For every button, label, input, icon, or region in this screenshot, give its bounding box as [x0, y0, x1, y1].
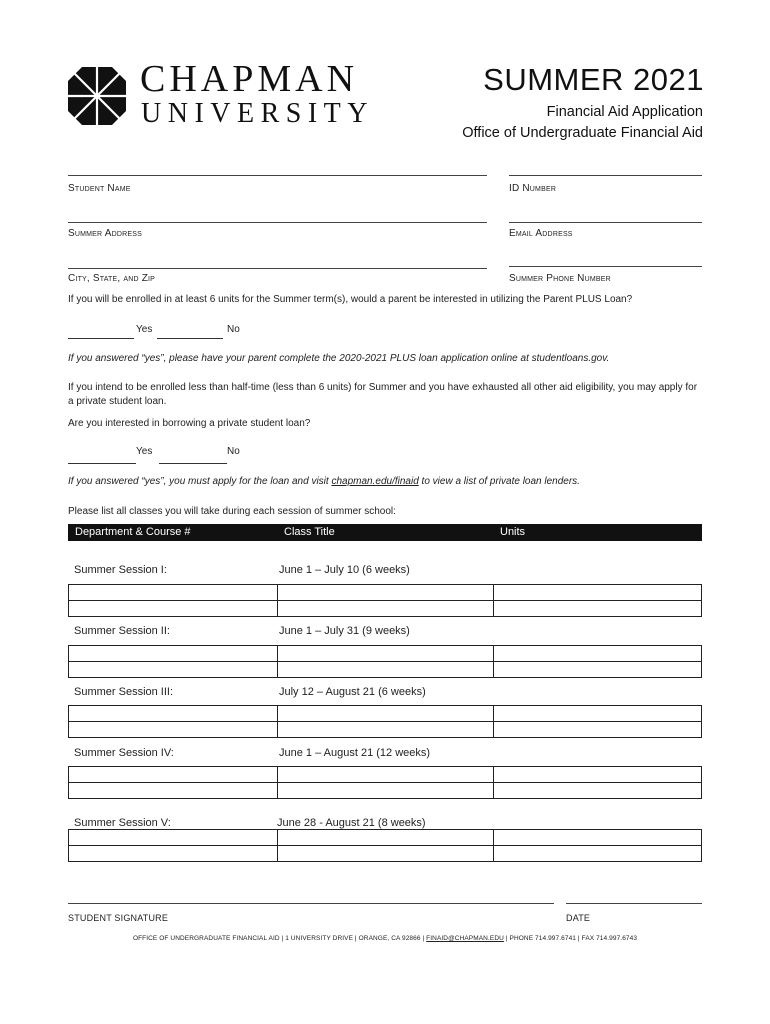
- classes-intro: Please list all classes you will take during each session of summer school:: [68, 506, 396, 517]
- course-cell[interactable]: [69, 767, 278, 783]
- footer-email-link[interactable]: FINAID@CHAPMAN.EDU: [426, 935, 504, 942]
- page-title: SUMMER 2021: [483, 62, 704, 97]
- city-state-zip-field[interactable]: [68, 268, 487, 269]
- table-row: [69, 783, 702, 799]
- summer-address-field[interactable]: [68, 222, 487, 223]
- units-cell[interactable]: [494, 783, 702, 799]
- session-name: Summer Session I:: [74, 564, 167, 576]
- table-row: [69, 830, 702, 846]
- units-cell[interactable]: [494, 846, 702, 862]
- title-cell[interactable]: [278, 846, 494, 862]
- student-name-field[interactable]: [68, 175, 487, 176]
- student-name-label: Student Name: [68, 183, 131, 194]
- title-cell[interactable]: [278, 601, 494, 617]
- course-cell[interactable]: [69, 662, 278, 678]
- col-units-header: Units: [500, 526, 526, 538]
- plus-loan-question: If you will be enrolled in at least 6 units for the Summer term(s), would a parent be interested in utilizing the Parent PLUS Loan?: [68, 294, 633, 305]
- student-signature-label: STUDENT SIGNATURE: [68, 913, 169, 923]
- session-name: Summer Session V:: [74, 817, 171, 829]
- col-title-header: Class Title: [284, 526, 335, 538]
- session-dates: June 28 - August 21 (8 weeks): [277, 817, 426, 829]
- course-cell[interactable]: [69, 646, 278, 662]
- title-cell[interactable]: [278, 722, 494, 738]
- summer-phone-field[interactable]: [509, 266, 702, 267]
- course-cell[interactable]: [69, 601, 278, 617]
- private-loan-intro: If you intend to be enrolled less than half-time (less than 6 units) for Summer and you have exhausted all other aid eligibility, you may apply for a private student loan.: [68, 382, 698, 407]
- table-row: [69, 767, 702, 783]
- plus-loan-no-field[interactable]: [157, 338, 223, 339]
- table-row: [69, 585, 702, 601]
- course-cell[interactable]: [69, 585, 278, 601]
- student-signature-field[interactable]: [68, 903, 554, 904]
- table-row: [69, 846, 702, 862]
- units-cell[interactable]: [494, 722, 702, 738]
- title-cell[interactable]: [278, 767, 494, 783]
- email-address-field[interactable]: [509, 222, 702, 223]
- title-cell[interactable]: [278, 585, 494, 601]
- classes-table-header: [68, 524, 702, 541]
- units-cell[interactable]: [494, 585, 702, 601]
- units-cell[interactable]: [494, 662, 702, 678]
- title-cell[interactable]: [278, 706, 494, 722]
- footer-address: OFFICE OF UNDERGRADUATE FINANCIAL AID | 1 UNIVERSITY DRIVE | ORANGE, CA 92866 |: [132, 935, 427, 942]
- finaid-link[interactable]: chapman.edu/finaid: [331, 476, 419, 487]
- logo-wordmark-university: UNIVERSITY: [141, 98, 374, 129]
- session-dates: July 12 – August 21 (6 weeks): [279, 686, 426, 698]
- session-dates: June 1 – July 10 (6 weeks): [279, 564, 410, 576]
- id-number-label: ID Number: [509, 183, 557, 194]
- logo-wordmark-chapman: CHAPMAN: [140, 58, 359, 100]
- private-loan-note-text: If you answered “yes”, you must apply for the loan and visit: [68, 476, 332, 487]
- plus-loan-note: If you answered “yes”, please have your parent complete the 2020-2021 PLUS loan application online at studentloans.gov.: [68, 353, 610, 364]
- session-4-table: [68, 766, 702, 799]
- units-cell[interactable]: [494, 601, 702, 617]
- col-dept-header: Department & Course #: [75, 526, 191, 538]
- session-5-table: [68, 829, 702, 862]
- title-cell[interactable]: [278, 783, 494, 799]
- plus-loan-yes-label: Yes: [136, 324, 153, 335]
- session-dates: June 1 – July 31 (9 weeks): [279, 625, 410, 637]
- private-loan-note-text-end: to view a list of private loan lenders.: [418, 476, 580, 487]
- private-loan-yes-label: Yes: [136, 446, 153, 457]
- footer-contact: [0, 935, 770, 942]
- course-cell[interactable]: [69, 722, 278, 738]
- table-row: [69, 722, 702, 738]
- table-row: [69, 662, 702, 678]
- course-cell[interactable]: [69, 846, 278, 862]
- date-field[interactable]: [566, 903, 702, 904]
- units-cell[interactable]: [494, 830, 702, 846]
- page-subtitle: Financial Aid Application: [546, 104, 703, 120]
- summer-phone-label: Summer Phone Number: [509, 273, 611, 284]
- private-loan-yes-field[interactable]: [68, 463, 136, 464]
- session-3-table: [68, 705, 702, 738]
- city-state-zip-label: City, State, and Zip: [68, 273, 156, 284]
- private-loan-no-label: No: [227, 446, 240, 457]
- plus-loan-yes-field[interactable]: [68, 338, 134, 339]
- date-label: DATE: [566, 913, 591, 923]
- course-cell[interactable]: [69, 706, 278, 722]
- footer-phone-fax: | PHONE 714.997.6741 | FAX 714.997.6743: [503, 935, 638, 942]
- table-row: [69, 706, 702, 722]
- session-2-table: [68, 645, 702, 678]
- session-name: Summer Session IV:: [74, 747, 174, 759]
- private-loan-note: [68, 475, 708, 489]
- table-row: [69, 646, 702, 662]
- units-cell[interactable]: [494, 767, 702, 783]
- plus-loan-no-label: No: [227, 324, 240, 335]
- title-cell[interactable]: [278, 646, 494, 662]
- course-cell[interactable]: [69, 830, 278, 846]
- title-cell[interactable]: [278, 662, 494, 678]
- summer-address-label: Summer Address: [68, 228, 142, 239]
- email-address-label: Email Address: [509, 228, 573, 239]
- private-loan-question: Are you interested in borrowing a private student loan?: [68, 418, 311, 429]
- title-cell[interactable]: [278, 830, 494, 846]
- session-name: Summer Session III:: [74, 686, 174, 698]
- course-cell[interactable]: [69, 783, 278, 799]
- table-row: [69, 601, 702, 617]
- units-cell[interactable]: [494, 706, 702, 722]
- office-name: Office of Undergraduate Financial Aid: [462, 125, 703, 141]
- session-1-table: [68, 584, 702, 617]
- private-loan-no-field[interactable]: [159, 463, 227, 464]
- session-dates: June 1 – August 21 (12 weeks): [279, 747, 431, 759]
- units-cell[interactable]: [494, 646, 702, 662]
- session-name: Summer Session II:: [74, 625, 170, 637]
- id-number-field[interactable]: [509, 175, 702, 176]
- chapman-window-icon: [68, 67, 126, 125]
